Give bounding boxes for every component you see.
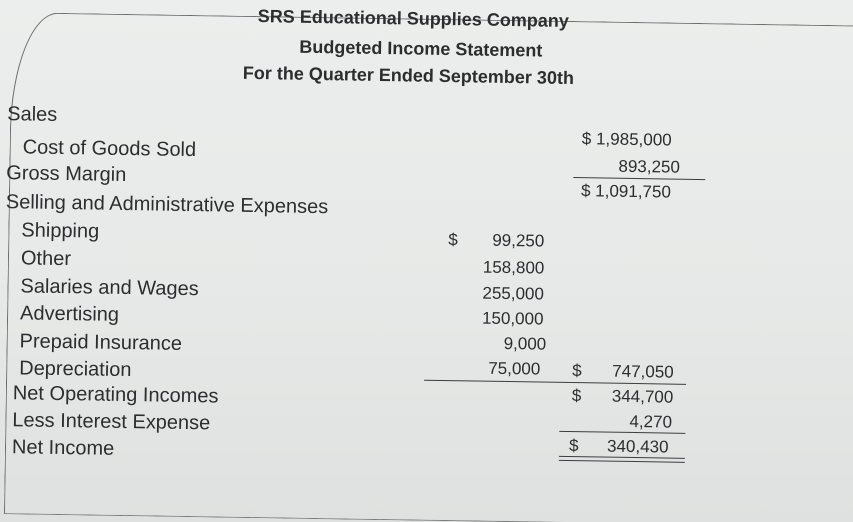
- net-income-currency: $: [568, 435, 579, 456]
- interest-amount: 4,270: [629, 411, 673, 432]
- net-operating-amount: 344,700: [611, 386, 674, 407]
- statement-title: Budgeted Income Statement: [299, 36, 543, 61]
- sales-label: Sales: [7, 103, 58, 126]
- expense-amount-shipping: 99,250: [492, 230, 545, 251]
- expense-label-depreciation: Depreciation: [19, 357, 132, 382]
- net-operating-currency: $: [571, 386, 582, 406]
- expense-label-advertising: Advertising: [19, 302, 120, 326]
- gross-margin-label: Gross Margin: [6, 162, 127, 187]
- sales-amount: $ 1,985,000: [581, 129, 672, 150]
- expense-label-shipping: Shipping: [21, 219, 100, 243]
- net-operating-label: Net Operating Incomes: [12, 382, 219, 408]
- net-income-amount: 340,430: [606, 436, 669, 457]
- total-sga-currency: $: [572, 361, 582, 381]
- expense-label-other: Other: [20, 247, 72, 271]
- sga-heading: Selling and Administrative Expenses: [5, 191, 329, 219]
- expense-label-salaries: Salaries and Wages: [20, 275, 199, 301]
- expense-amount-salaries: 255,000: [482, 283, 545, 304]
- expense-amount-advertising: 150,000: [481, 308, 544, 329]
- shipping-currency: $: [448, 230, 458, 250]
- statement-period: For the Quarter Ended September 30th: [242, 62, 575, 89]
- expense-amount-depreciation: 75,000: [488, 358, 541, 379]
- expense-amount-other: 158,800: [482, 257, 545, 278]
- net-income-label: Net Income: [11, 436, 115, 460]
- cogs-label: Cost of Goods Sold: [22, 136, 197, 162]
- expense-amount-prepaid-insurance: 9,000: [503, 333, 547, 354]
- total-sga-amount: 747,050: [612, 361, 674, 382]
- sheet-border: [4, 12, 853, 522]
- expense-label-prepaid-insurance: Prepaid Insurance: [19, 330, 183, 355]
- company-name: SRS Educational Supplies Company: [257, 6, 569, 31]
- interest-label: Less Interest Expense: [12, 409, 211, 435]
- cogs-amount: 893,250: [618, 156, 681, 177]
- gross-margin-amount: $ 1,091,750: [580, 181, 672, 202]
